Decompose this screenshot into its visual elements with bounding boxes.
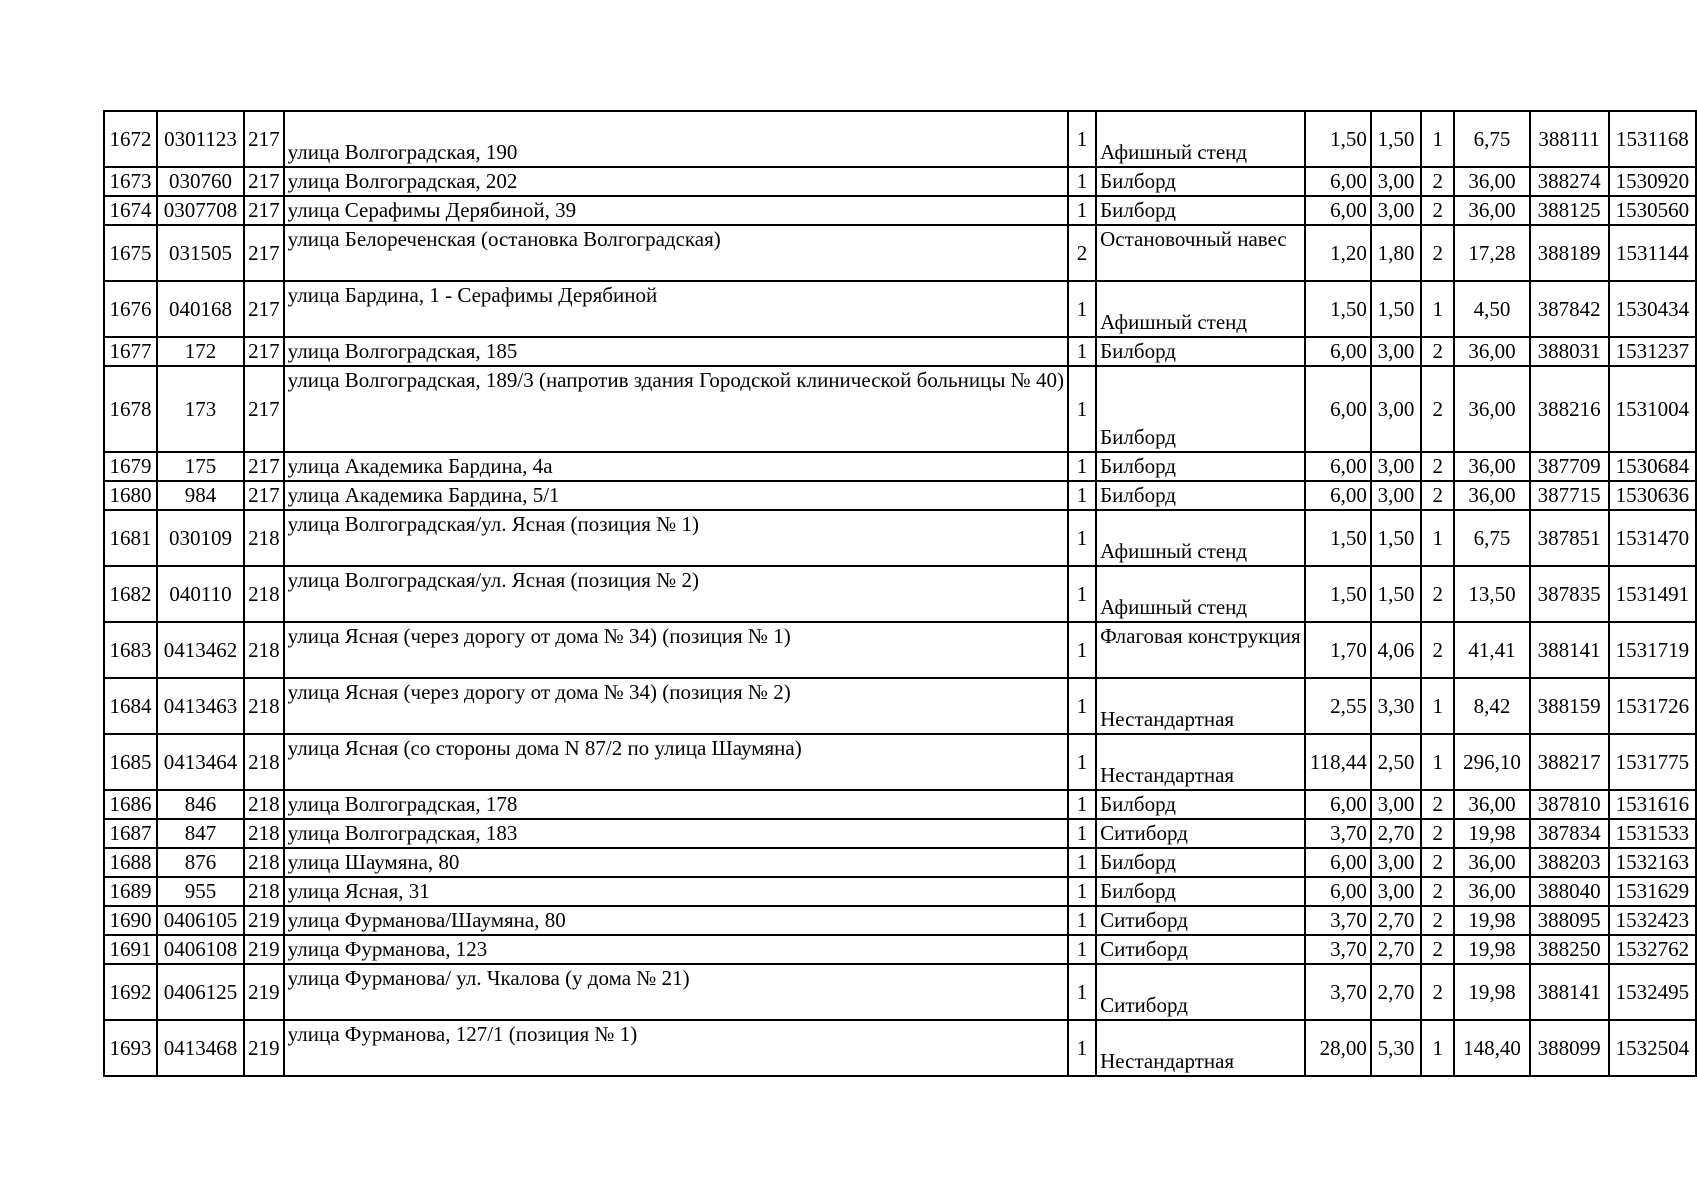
code-cell: 0413468 <box>157 1020 244 1076</box>
coord-x-cell: 388250 <box>1530 935 1609 964</box>
width-cell: 2,55 <box>1305 678 1371 734</box>
quantity-cell: 1 <box>1068 964 1096 1020</box>
type-cell: Билборд <box>1096 167 1305 196</box>
height-cell: 2,70 <box>1371 819 1421 848</box>
coord-x-cell: 388159 <box>1530 678 1609 734</box>
area-cell: 17,28 <box>1454 225 1529 281</box>
zone-cell: 217 <box>244 452 284 481</box>
advertising-structures-table <box>103 110 1697 1077</box>
area-cell: 36,00 <box>1454 848 1529 877</box>
address-cell: улица Фурманова, 123 <box>284 935 1068 964</box>
code-cell: 0413463 <box>157 678 244 734</box>
table-row <box>104 452 1696 481</box>
code-cell: 173 <box>157 366 244 452</box>
coord-x-cell: 388189 <box>1530 225 1609 281</box>
sides-cell: 2 <box>1421 964 1454 1020</box>
row-number-cell: 1692 <box>104 964 157 1020</box>
quantity-cell: 1 <box>1068 734 1096 790</box>
area-cell: 36,00 <box>1454 790 1529 819</box>
code-cell: 031505 <box>157 225 244 281</box>
height-cell: 3,00 <box>1371 790 1421 819</box>
type-cell: Нестандартная <box>1096 678 1305 734</box>
quantity-cell: 1 <box>1068 935 1096 964</box>
zone-cell: 217 <box>244 167 284 196</box>
coord-x-cell: 387715 <box>1530 481 1609 510</box>
table-row <box>104 337 1696 366</box>
width-cell: 1,50 <box>1305 111 1371 167</box>
coord-y-cell: 1531616 <box>1609 790 1696 819</box>
coord-y-cell: 1531533 <box>1609 819 1696 848</box>
coord-x-cell: 388111 <box>1530 111 1609 167</box>
row-number-cell: 1674 <box>104 196 157 225</box>
quantity-cell: 1 <box>1068 622 1096 678</box>
coord-y-cell: 1531144 <box>1609 225 1696 281</box>
type-cell: Ситиборд <box>1096 964 1305 1020</box>
coord-x-cell: 388040 <box>1530 877 1609 906</box>
table-row <box>104 877 1696 906</box>
zone-cell: 218 <box>244 566 284 622</box>
sides-cell: 2 <box>1421 877 1454 906</box>
row-number-cell: 1677 <box>104 337 157 366</box>
sides-cell: 2 <box>1421 566 1454 622</box>
type-cell: Нестандартная <box>1096 734 1305 790</box>
width-cell: 6,00 <box>1305 366 1371 452</box>
type-cell: Афишный стенд <box>1096 111 1305 167</box>
sides-cell: 2 <box>1421 906 1454 935</box>
zone-cell: 218 <box>244 734 284 790</box>
address-cell: улица Волгоградская, 185 <box>284 337 1068 366</box>
quantity-cell: 1 <box>1068 819 1096 848</box>
coord-y-cell: 1532504 <box>1609 1020 1696 1076</box>
coord-y-cell: 1531237 <box>1609 337 1696 366</box>
address-cell: улица Волгоградская/ул. Ясная (позиция № 1) <box>284 510 1068 566</box>
row-number-cell: 1675 <box>104 225 157 281</box>
code-cell: 0406108 <box>157 935 244 964</box>
type-cell: Билборд <box>1096 481 1305 510</box>
area-cell: 36,00 <box>1454 877 1529 906</box>
height-cell: 3,00 <box>1371 877 1421 906</box>
area-cell: 36,00 <box>1454 481 1529 510</box>
zone-cell: 217 <box>244 366 284 452</box>
coord-x-cell: 387834 <box>1530 819 1609 848</box>
height-cell: 1,80 <box>1371 225 1421 281</box>
zone-cell: 217 <box>244 225 284 281</box>
table-row <box>104 111 1696 167</box>
sides-cell: 2 <box>1421 848 1454 877</box>
quantity-cell: 1 <box>1068 566 1096 622</box>
sides-cell: 2 <box>1421 622 1454 678</box>
coord-y-cell: 1532163 <box>1609 848 1696 877</box>
coord-y-cell: 1532762 <box>1609 935 1696 964</box>
area-cell: 296,10 <box>1454 734 1529 790</box>
address-cell: улица Фурманова/Шаумяна, 80 <box>284 906 1068 935</box>
coord-y-cell: 1531775 <box>1609 734 1696 790</box>
width-cell: 1,20 <box>1305 225 1371 281</box>
coord-y-cell: 1532423 <box>1609 906 1696 935</box>
area-cell: 8,42 <box>1454 678 1529 734</box>
sides-cell: 2 <box>1421 366 1454 452</box>
coord-y-cell: 1531726 <box>1609 678 1696 734</box>
row-number-cell: 1683 <box>104 622 157 678</box>
width-cell: 28,00 <box>1305 1020 1371 1076</box>
row-number-cell: 1678 <box>104 366 157 452</box>
row-number-cell: 1689 <box>104 877 157 906</box>
coord-y-cell: 1531491 <box>1609 566 1696 622</box>
address-cell: улица Ясная (со стороны дома N 87/2 по улица Шаумяна) <box>284 734 1068 790</box>
row-number-cell: 1685 <box>104 734 157 790</box>
height-cell: 3,00 <box>1371 167 1421 196</box>
address-cell: улица Волгоградская/ул. Ясная (позиция № 2) <box>284 566 1068 622</box>
type-cell: Билборд <box>1096 366 1305 452</box>
coord-y-cell: 1531470 <box>1609 510 1696 566</box>
area-cell: 36,00 <box>1454 196 1529 225</box>
coord-x-cell: 388031 <box>1530 337 1609 366</box>
width-cell: 6,00 <box>1305 848 1371 877</box>
coord-y-cell: 1530434 <box>1609 281 1696 337</box>
zone-cell: 218 <box>244 622 284 678</box>
address-cell: улица Фурманова/ ул. Чкалова (у дома № 21) <box>284 964 1068 1020</box>
type-cell: Билборд <box>1096 196 1305 225</box>
address-cell: улица Фурманова, 127/1 (позиция № 1) <box>284 1020 1068 1076</box>
sides-cell: 2 <box>1421 935 1454 964</box>
zone-cell: 218 <box>244 510 284 566</box>
width-cell: 118,44 <box>1305 734 1371 790</box>
sides-cell: 1 <box>1421 111 1454 167</box>
width-cell: 3,70 <box>1305 935 1371 964</box>
table-row <box>104 566 1696 622</box>
table-row <box>104 225 1696 281</box>
address-cell: улица Волгоградская, 178 <box>284 790 1068 819</box>
coord-x-cell: 387810 <box>1530 790 1609 819</box>
sides-cell: 2 <box>1421 790 1454 819</box>
row-number-cell: 1672 <box>104 111 157 167</box>
address-cell: улица Ясная, 31 <box>284 877 1068 906</box>
coord-x-cell: 388095 <box>1530 906 1609 935</box>
table-row <box>104 734 1696 790</box>
height-cell: 3,00 <box>1371 481 1421 510</box>
code-cell: 030109 <box>157 510 244 566</box>
area-cell: 6,75 <box>1454 111 1529 167</box>
coord-x-cell: 388217 <box>1530 734 1609 790</box>
quantity-cell: 1 <box>1068 510 1096 566</box>
height-cell: 4,06 <box>1371 622 1421 678</box>
zone-cell: 219 <box>244 935 284 964</box>
code-cell: 040110 <box>157 566 244 622</box>
sides-cell: 2 <box>1421 481 1454 510</box>
quantity-cell: 1 <box>1068 906 1096 935</box>
coord-x-cell: 387842 <box>1530 281 1609 337</box>
table-row <box>104 790 1696 819</box>
sides-cell: 2 <box>1421 225 1454 281</box>
table-row <box>104 481 1696 510</box>
row-number-cell: 1684 <box>104 678 157 734</box>
row-number-cell: 1690 <box>104 906 157 935</box>
coord-x-cell: 388141 <box>1530 622 1609 678</box>
code-cell: 0301123 <box>157 111 244 167</box>
coord-y-cell: 1530636 <box>1609 481 1696 510</box>
type-cell: Ситиборд <box>1096 906 1305 935</box>
address-cell: улица Бардина, 1 - Серафимы Дерябиной <box>284 281 1068 337</box>
row-number-cell: 1686 <box>104 790 157 819</box>
height-cell: 3,00 <box>1371 848 1421 877</box>
height-cell: 2,70 <box>1371 935 1421 964</box>
quantity-cell: 1 <box>1068 281 1096 337</box>
address-cell: улица Белореченская (остановка Волгоградская) <box>284 225 1068 281</box>
coord-x-cell: 388203 <box>1530 848 1609 877</box>
row-number-cell: 1676 <box>104 281 157 337</box>
quantity-cell: 1 <box>1068 877 1096 906</box>
height-cell: 3,00 <box>1371 196 1421 225</box>
area-cell: 19,98 <box>1454 935 1529 964</box>
type-cell: Афишный стенд <box>1096 281 1305 337</box>
area-cell: 4,50 <box>1454 281 1529 337</box>
sides-cell: 1 <box>1421 510 1454 566</box>
sides-cell: 1 <box>1421 734 1454 790</box>
address-cell: улица Академика Бардина, 5/1 <box>284 481 1068 510</box>
code-cell: 955 <box>157 877 244 906</box>
row-number-cell: 1688 <box>104 848 157 877</box>
table-body <box>104 111 1696 1076</box>
sides-cell: 2 <box>1421 819 1454 848</box>
width-cell: 3,70 <box>1305 906 1371 935</box>
table-row <box>104 964 1696 1020</box>
table-row <box>104 281 1696 337</box>
width-cell: 6,00 <box>1305 452 1371 481</box>
row-number-cell: 1681 <box>104 510 157 566</box>
table-row <box>104 167 1696 196</box>
height-cell: 1,50 <box>1371 111 1421 167</box>
coord-y-cell: 1530560 <box>1609 196 1696 225</box>
zone-cell: 219 <box>244 1020 284 1076</box>
row-number-cell: 1687 <box>104 819 157 848</box>
coord-x-cell: 388099 <box>1530 1020 1609 1076</box>
quantity-cell: 1 <box>1068 678 1096 734</box>
type-cell: Нестандартная <box>1096 1020 1305 1076</box>
table-row <box>104 935 1696 964</box>
area-cell: 6,75 <box>1454 510 1529 566</box>
width-cell: 3,70 <box>1305 964 1371 1020</box>
code-cell: 876 <box>157 848 244 877</box>
quantity-cell: 2 <box>1068 225 1096 281</box>
zone-cell: 218 <box>244 790 284 819</box>
zone-cell: 218 <box>244 819 284 848</box>
width-cell: 6,00 <box>1305 337 1371 366</box>
code-cell: 172 <box>157 337 244 366</box>
width-cell: 6,00 <box>1305 877 1371 906</box>
type-cell: Билборд <box>1096 790 1305 819</box>
zone-cell: 218 <box>244 877 284 906</box>
width-cell: 6,00 <box>1305 481 1371 510</box>
zone-cell: 219 <box>244 906 284 935</box>
type-cell: Остановочный навес <box>1096 225 1305 281</box>
height-cell: 3,00 <box>1371 337 1421 366</box>
coord-y-cell: 1530920 <box>1609 167 1696 196</box>
coord-y-cell: 1531004 <box>1609 366 1696 452</box>
coord-x-cell: 387835 <box>1530 566 1609 622</box>
width-cell: 6,00 <box>1305 167 1371 196</box>
area-cell: 19,98 <box>1454 906 1529 935</box>
code-cell: 847 <box>157 819 244 848</box>
zone-cell: 219 <box>244 964 284 1020</box>
zone-cell: 217 <box>244 196 284 225</box>
width-cell: 3,70 <box>1305 819 1371 848</box>
area-cell: 19,98 <box>1454 819 1529 848</box>
address-cell: улица Ясная (через дорогу от дома № 34) (позиция № 2) <box>284 678 1068 734</box>
address-cell: улица Серафимы Дерябиной, 39 <box>284 196 1068 225</box>
area-cell: 36,00 <box>1454 452 1529 481</box>
coord-x-cell: 387709 <box>1530 452 1609 481</box>
height-cell: 3,00 <box>1371 452 1421 481</box>
row-number-cell: 1679 <box>104 452 157 481</box>
table-row <box>104 510 1696 566</box>
coord-y-cell: 1531629 <box>1609 877 1696 906</box>
height-cell: 1,50 <box>1371 281 1421 337</box>
coord-y-cell: 1530684 <box>1609 452 1696 481</box>
sides-cell: 2 <box>1421 167 1454 196</box>
code-cell: 0307708 <box>157 196 244 225</box>
type-cell: Билборд <box>1096 877 1305 906</box>
table-row <box>104 196 1696 225</box>
height-cell: 2,70 <box>1371 906 1421 935</box>
height-cell: 3,30 <box>1371 678 1421 734</box>
area-cell: 36,00 <box>1454 167 1529 196</box>
quantity-cell: 1 <box>1068 790 1096 819</box>
table-row <box>104 678 1696 734</box>
height-cell: 3,00 <box>1371 366 1421 452</box>
address-cell: улица Волгоградская, 190 <box>284 111 1068 167</box>
zone-cell: 217 <box>244 111 284 167</box>
area-cell: 148,40 <box>1454 1020 1529 1076</box>
height-cell: 1,50 <box>1371 510 1421 566</box>
type-cell: Билборд <box>1096 337 1305 366</box>
code-cell: 0413462 <box>157 622 244 678</box>
code-cell: 846 <box>157 790 244 819</box>
width-cell: 1,70 <box>1305 622 1371 678</box>
code-cell: 040168 <box>157 281 244 337</box>
quantity-cell: 1 <box>1068 167 1096 196</box>
area-cell: 36,00 <box>1454 337 1529 366</box>
quantity-cell: 1 <box>1068 1020 1096 1076</box>
coord-x-cell: 387851 <box>1530 510 1609 566</box>
sides-cell: 1 <box>1421 678 1454 734</box>
coord-x-cell: 388141 <box>1530 964 1609 1020</box>
sides-cell: 2 <box>1421 452 1454 481</box>
address-cell: улица Волгоградская, 183 <box>284 819 1068 848</box>
zone-cell: 217 <box>244 281 284 337</box>
address-cell: улица Шаумяна, 80 <box>284 848 1068 877</box>
code-cell: 0406105 <box>157 906 244 935</box>
sides-cell: 1 <box>1421 281 1454 337</box>
address-cell: улица Волгоградская, 202 <box>284 167 1068 196</box>
table-row <box>104 848 1696 877</box>
address-cell: улица Ясная (через дорогу от дома № 34) (позиция № 1) <box>284 622 1068 678</box>
height-cell: 1,50 <box>1371 566 1421 622</box>
type-cell: Афишный стенд <box>1096 566 1305 622</box>
zone-cell: 218 <box>244 678 284 734</box>
width-cell: 1,50 <box>1305 281 1371 337</box>
area-cell: 19,98 <box>1454 964 1529 1020</box>
table-row <box>104 819 1696 848</box>
coord-y-cell: 1531168 <box>1609 111 1696 167</box>
area-cell: 41,41 <box>1454 622 1529 678</box>
sides-cell: 2 <box>1421 337 1454 366</box>
zone-cell: 217 <box>244 481 284 510</box>
area-cell: 13,50 <box>1454 566 1529 622</box>
table-row <box>104 1020 1696 1076</box>
table-row <box>104 366 1696 452</box>
type-cell: Билборд <box>1096 452 1305 481</box>
row-number-cell: 1691 <box>104 935 157 964</box>
quantity-cell: 1 <box>1068 196 1096 225</box>
address-cell: улица Академика Бардина, 4а <box>284 452 1068 481</box>
row-number-cell: 1682 <box>104 566 157 622</box>
quantity-cell: 1 <box>1068 452 1096 481</box>
width-cell: 6,00 <box>1305 196 1371 225</box>
code-cell: 0406125 <box>157 964 244 1020</box>
sides-cell: 2 <box>1421 196 1454 225</box>
coord-y-cell: 1532495 <box>1609 964 1696 1020</box>
type-cell: Билборд <box>1096 848 1305 877</box>
zone-cell: 218 <box>244 848 284 877</box>
row-number-cell: 1693 <box>104 1020 157 1076</box>
row-number-cell: 1673 <box>104 167 157 196</box>
width-cell: 6,00 <box>1305 790 1371 819</box>
coord-y-cell: 1531719 <box>1609 622 1696 678</box>
type-cell: Афишный стенд <box>1096 510 1305 566</box>
row-number-cell: 1680 <box>104 481 157 510</box>
code-cell: 0413464 <box>157 734 244 790</box>
height-cell: 2,70 <box>1371 964 1421 1020</box>
coord-x-cell: 388125 <box>1530 196 1609 225</box>
type-cell: Ситиборд <box>1096 819 1305 848</box>
quantity-cell: 1 <box>1068 111 1096 167</box>
area-cell: 36,00 <box>1454 366 1529 452</box>
quantity-cell: 1 <box>1068 481 1096 510</box>
quantity-cell: 1 <box>1068 848 1096 877</box>
table-row <box>104 622 1696 678</box>
sides-cell: 1 <box>1421 1020 1454 1076</box>
height-cell: 2,50 <box>1371 734 1421 790</box>
coord-x-cell: 388216 <box>1530 366 1609 452</box>
address-cell: улица Волгоградская, 189/3 (напротив здания Городской клинической больницы № 40) <box>284 366 1068 452</box>
width-cell: 1,50 <box>1305 510 1371 566</box>
quantity-cell: 1 <box>1068 337 1096 366</box>
code-cell: 984 <box>157 481 244 510</box>
coord-x-cell: 388274 <box>1530 167 1609 196</box>
code-cell: 175 <box>157 452 244 481</box>
width-cell: 1,50 <box>1305 566 1371 622</box>
table-row <box>104 906 1696 935</box>
quantity-cell: 1 <box>1068 366 1096 452</box>
type-cell: Ситиборд <box>1096 935 1305 964</box>
height-cell: 5,30 <box>1371 1020 1421 1076</box>
type-cell: Флаговая конструкция <box>1096 622 1305 678</box>
code-cell: 030760 <box>157 167 244 196</box>
zone-cell: 217 <box>244 337 284 366</box>
